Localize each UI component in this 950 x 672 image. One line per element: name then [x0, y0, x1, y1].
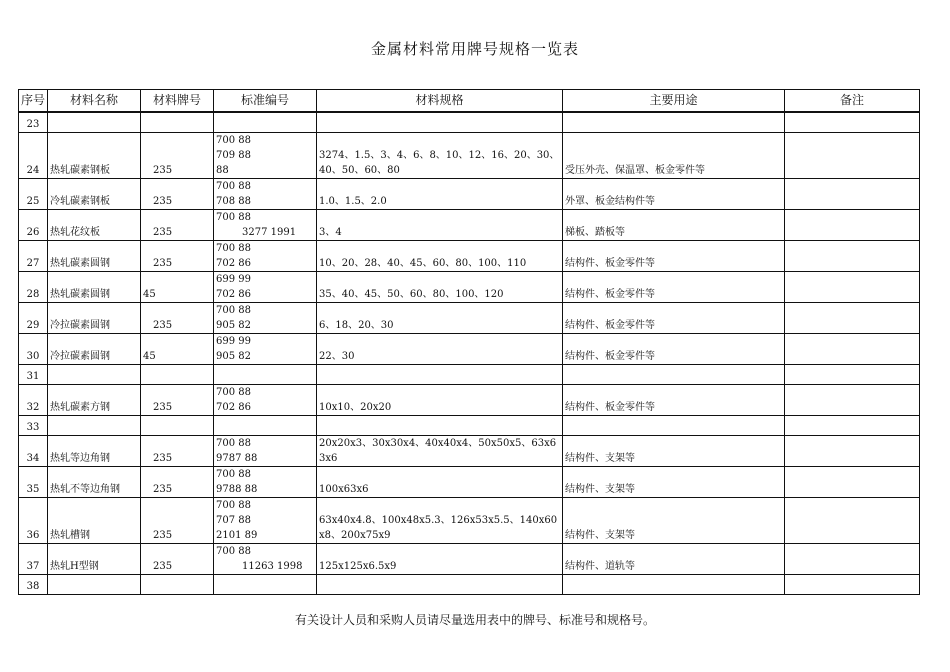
standard-line: 905 82 [216, 350, 251, 362]
header-name: 材料名称 [48, 90, 141, 113]
material-spec [317, 364, 563, 384]
main-use: 结构件、支架等 [563, 466, 785, 497]
standard-line: 9787 88 [216, 452, 258, 464]
standard-line: 709 88 [216, 149, 251, 161]
standard-line: 88 [216, 164, 229, 176]
table-row [19, 543, 920, 574]
standard-number [214, 209, 317, 240]
remarks [785, 132, 920, 178]
standard-number [214, 415, 317, 435]
remarks [785, 178, 920, 209]
header-std: 标准编号 [214, 90, 317, 113]
main-use: 结构件、板金零件等 [563, 333, 785, 364]
row-number: 25 [19, 178, 48, 209]
standard-line: 700 88 [216, 211, 251, 223]
remarks [785, 415, 920, 435]
material-grade: 235 [141, 466, 214, 497]
standard-number [214, 574, 317, 594]
standard-number [214, 302, 317, 333]
main-use: 结构件、板金零件等 [563, 240, 785, 271]
standard-line: 702 86 [216, 257, 251, 269]
material-name: 热轧槽钢 [48, 497, 141, 543]
material-grade: 235 [141, 209, 214, 240]
standard-line: 700 88 [216, 304, 251, 316]
standard-line: 700 88 [216, 468, 251, 480]
material-grade: 45 [141, 271, 214, 302]
table-row [19, 132, 920, 178]
standard-line: 11263 1998 [242, 560, 303, 572]
standard-number [214, 543, 317, 574]
main-use [563, 574, 785, 594]
table-row [19, 271, 920, 302]
standard-number [214, 132, 317, 178]
remarks [785, 543, 920, 574]
material-spec: 3274、1.5、3、4、6、8、10、12、16、20、30、40、50、60、80 [317, 132, 563, 178]
material-name: 热轧花纹板 [48, 209, 141, 240]
table-row [19, 333, 920, 364]
table-row [19, 209, 920, 240]
row-number: 29 [19, 302, 48, 333]
row-number: 31 [19, 364, 48, 384]
standard-number [214, 271, 317, 302]
main-use: 结构件、道轨等 [563, 543, 785, 574]
materials-table [18, 89, 920, 595]
page-title: 金属材料常用牌号规格一览表 [370, 40, 579, 58]
material-grade: 235 [141, 543, 214, 574]
standard-line: 699 99 [216, 335, 251, 347]
material-name: 热轧碳素圆钢 [48, 271, 141, 302]
standard-line: 700 88 [216, 499, 251, 511]
standard-line: 700 88 [216, 242, 251, 254]
standard-number [214, 333, 317, 364]
standard-line: 702 86 [216, 288, 251, 300]
material-grade [141, 574, 214, 594]
standard-number [214, 112, 317, 132]
material-spec: 125x125x6.5x9 [317, 543, 563, 574]
row-number: 35 [19, 466, 48, 497]
material-spec: 3、4 [317, 209, 563, 240]
main-use [563, 364, 785, 384]
table-row [19, 497, 920, 543]
material-grade: 45 [141, 333, 214, 364]
material-name [48, 415, 141, 435]
row-number: 38 [19, 574, 48, 594]
material-name: 热轧碳素方钢 [48, 384, 141, 415]
standard-line: 700 88 [216, 386, 251, 398]
table-row [19, 112, 920, 132]
material-spec: 100x63x6 [317, 466, 563, 497]
remarks [785, 574, 920, 594]
material-spec: 35、40、45、50、60、80、100、120 [317, 271, 563, 302]
material-name: 冷拉碳素圆钢 [48, 302, 141, 333]
row-number: 28 [19, 271, 48, 302]
material-grade: 235 [141, 132, 214, 178]
material-name [48, 112, 141, 132]
material-name: 冷轧碳素钢板 [48, 178, 141, 209]
header-no: 序号 [19, 90, 48, 113]
row-number: 23 [19, 112, 48, 132]
remarks [785, 240, 920, 271]
standard-number [214, 497, 317, 543]
remarks [785, 271, 920, 302]
material-grade [141, 415, 214, 435]
header-use: 主要用途 [563, 90, 785, 113]
material-spec [317, 415, 563, 435]
table-row [19, 302, 920, 333]
material-spec: 10x10、20x20 [317, 384, 563, 415]
material-name: 热轧等边角钢 [48, 435, 141, 466]
header-spec: 材料规格 [317, 90, 563, 113]
material-grade: 235 [141, 497, 214, 543]
main-use [563, 112, 785, 132]
header-note: 备注 [785, 90, 920, 113]
standard-line: 700 88 [216, 545, 251, 557]
standard-line: 9788 88 [216, 483, 258, 495]
material-spec [317, 112, 563, 132]
table-row [19, 466, 920, 497]
table-row [19, 415, 920, 435]
table-row [19, 240, 920, 271]
row-number: 37 [19, 543, 48, 574]
row-number: 24 [19, 132, 48, 178]
standard-number [214, 364, 317, 384]
remarks [785, 112, 920, 132]
standard-number [214, 178, 317, 209]
remarks [785, 333, 920, 364]
main-use: 外罩、板金结构件等 [563, 178, 785, 209]
standard-line: 700 88 [216, 134, 251, 146]
main-use: 结构件、支架等 [563, 435, 785, 466]
remarks [785, 435, 920, 466]
remarks [785, 302, 920, 333]
standard-line: 700 88 [216, 180, 251, 192]
material-name: 热轧碳素圆钢 [48, 240, 141, 271]
standard-line: 905 82 [216, 319, 251, 331]
material-name [48, 364, 141, 384]
standard-line: 3277 1991 [242, 226, 297, 238]
material-name: 热轧H型钢 [48, 543, 141, 574]
standard-line: 2101 89 [216, 529, 258, 541]
row-number: 27 [19, 240, 48, 271]
standard-number [214, 240, 317, 271]
standard-line: 700 88 [216, 437, 251, 449]
remarks [785, 384, 920, 415]
table-row [19, 574, 920, 594]
material-grade: 235 [141, 435, 214, 466]
row-number: 33 [19, 415, 48, 435]
material-spec: 10、20、28、40、45、60、80、100、110 [317, 240, 563, 271]
table-body [19, 112, 920, 594]
table-row [19, 384, 920, 415]
material-grade [141, 112, 214, 132]
table-header-row [19, 90, 920, 113]
material-grade [141, 364, 214, 384]
material-name: 热轧不等边角钢 [48, 466, 141, 497]
main-use: 受压外壳、保温罩、板金零件等 [563, 132, 785, 178]
row-number: 26 [19, 209, 48, 240]
row-number: 34 [19, 435, 48, 466]
material-spec: 22、30 [317, 333, 563, 364]
standard-number [214, 466, 317, 497]
remarks [785, 466, 920, 497]
main-use: 结构件、板金零件等 [563, 384, 785, 415]
standard-line: 702 86 [216, 401, 251, 413]
material-name: 冷拉碳素圆钢 [48, 333, 141, 364]
row-number: 36 [19, 497, 48, 543]
material-grade: 235 [141, 302, 214, 333]
standard-line: 708 88 [216, 195, 251, 207]
standard-number [214, 435, 317, 466]
material-spec: 1.0、1.5、2.0 [317, 178, 563, 209]
material-grade: 235 [141, 240, 214, 271]
remarks [785, 209, 920, 240]
main-use: 结构件、板金零件等 [563, 271, 785, 302]
standard-line: 699 99 [216, 273, 251, 285]
material-name [48, 574, 141, 594]
remarks [785, 364, 920, 384]
remarks [785, 497, 920, 543]
standard-line: 707 88 [216, 514, 251, 526]
row-number: 30 [19, 333, 48, 364]
main-use: 结构件、支架等 [563, 497, 785, 543]
material-name: 热轧碳素钢板 [48, 132, 141, 178]
main-use: 结构件、板金零件等 [563, 302, 785, 333]
row-number: 32 [19, 384, 48, 415]
main-use: 梯板、踏板等 [563, 209, 785, 240]
material-spec: 20x20x3、30x30x4、40x40x4、50x50x5、63x63x6 [317, 435, 563, 466]
material-spec [317, 574, 563, 594]
header-grade: 材料牌号 [141, 90, 214, 113]
table-row [19, 364, 920, 384]
table-row [19, 435, 920, 466]
material-grade: 235 [141, 178, 214, 209]
table-row [19, 178, 920, 209]
material-spec: 63x40x4.8、100x48x5.3、126x53x5.5、140x60x8、200x75x9 [317, 497, 563, 543]
material-spec: 6、18、20、30 [317, 302, 563, 333]
material-grade: 235 [141, 384, 214, 415]
standard-number [214, 384, 317, 415]
main-use [563, 415, 785, 435]
footer-note: 有关设计人员和采购人员请尽量选用表中的牌号、标准号和规格号。 [294, 613, 655, 627]
